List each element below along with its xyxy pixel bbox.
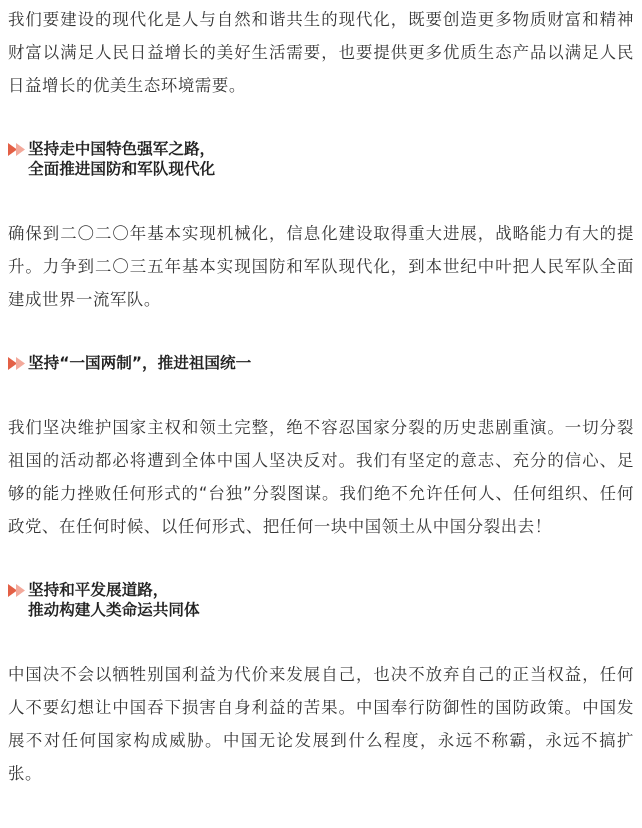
- section-heading-peaceful-development: [8, 580, 634, 620]
- paragraph-ecological-modernization: 我们要建设的现代化是人与自然和谐共生的现代化，既要创造更多物质财富和精神财富以满足人民日益增长的美好生活需要，也要提供更多优质生态产品以满足人民日益增长的优美生态环境需要。: [8, 10, 634, 95]
- section-heading-military-modernization: [8, 139, 634, 179]
- heading-line-1: 坚持和平发展道路，: [28, 581, 169, 599]
- double-triangle-arrow-icon: [8, 357, 26, 370]
- paragraph-peaceful-development: 中国决不会以牺牲别国利益为代价来发展自己，也决不放弃自己的正当权益，任何人不要幻想让中国吞下损害自身利益的苦果。中国奉行防御性的国防政策。中国发展不对任何国家构成威胁。中国无论发展到什么程度，永远不称霸，永远不搞扩张。: [8, 665, 634, 783]
- heading-line-2: 推动构建人类命运共同体: [28, 601, 200, 619]
- paragraph-sovereignty: 我们坚决维护国家主权和领土完整，绝不容忍国家分裂的历史悲剧重演。一切分裂祖国的活动都必将遭到全体中国人坚决反对。我们有坚定的意志、充分的信心、足够的能力挫败任何形式的“台独”分裂图谋。我们绝不允许任何人、任何组织、任何政党、在任何时候、以任何形式、把任何一块中国领土从中国分裂出去！: [8, 418, 634, 536]
- heading-line-2: 全面推进国防和军队现代化: [28, 160, 216, 178]
- paragraph-military-goals: 确保到二〇二〇年基本实现机械化，信息化建设取得重大进展，战略能力有大的提升。力争到二〇三五年基本实现国防和军队现代化，到本世纪中叶把人民军队全面建成世界一流军队。: [8, 224, 634, 309]
- article-body: [8, 0, 634, 790]
- heading-line-1: 坚持“一国两制”，推进祖国统一: [28, 354, 252, 372]
- double-triangle-arrow-icon: [8, 143, 26, 156]
- heading-line-1: 坚持走中国特色强军之路，: [28, 140, 216, 158]
- double-triangle-arrow-icon: [8, 584, 26, 597]
- section-heading-reunification: [8, 353, 634, 373]
